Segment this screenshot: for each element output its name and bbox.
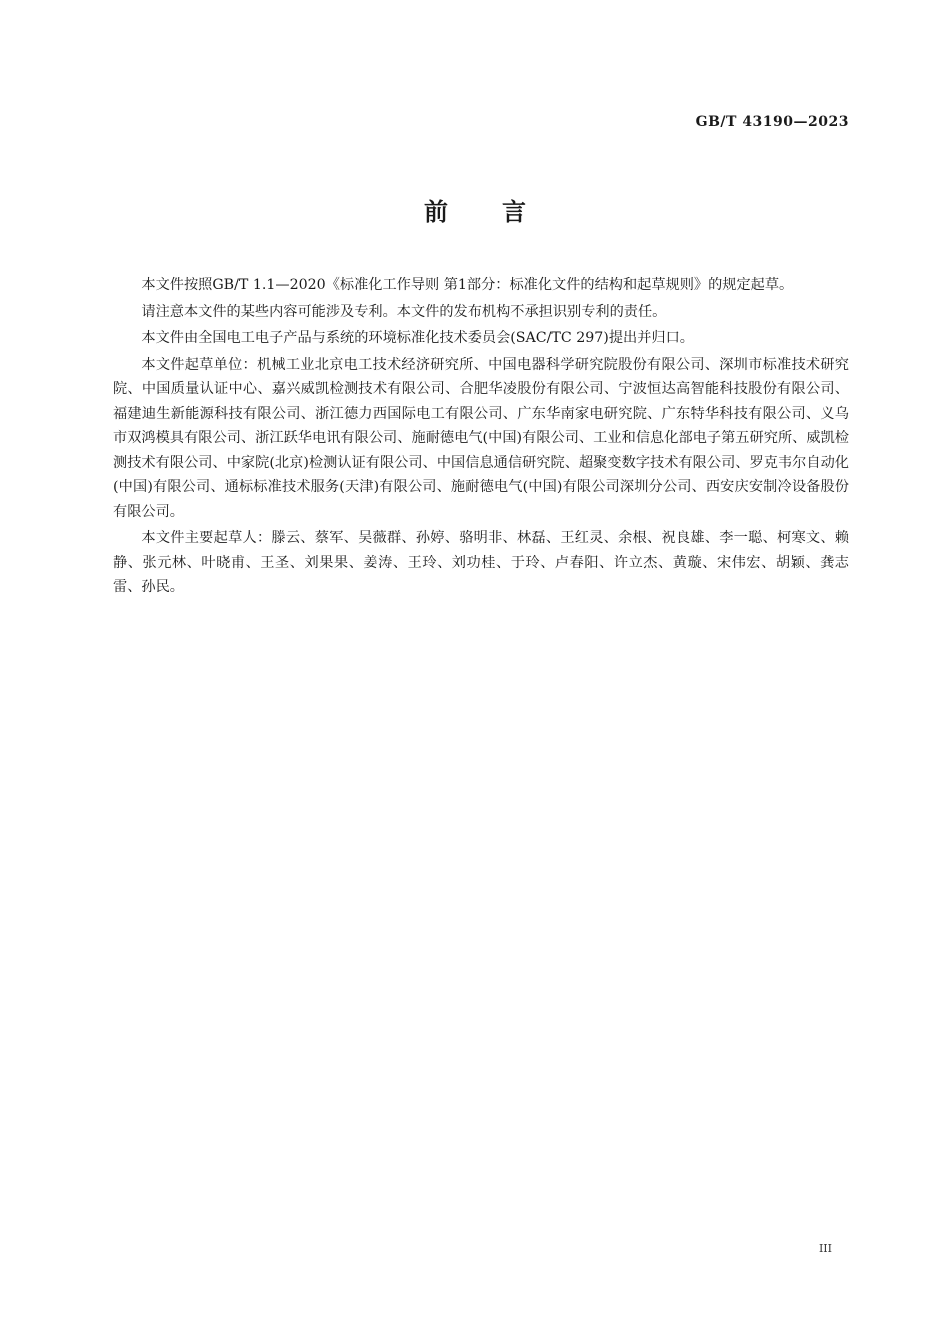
- page-title: 前言: [424, 198, 580, 226]
- paragraph-drafters: 本文件主要起草人：滕云、蔡军、吴薇群、孙婷、骆明非、林磊、王红灵、余根、祝良雄、李一聪、柯寒文、赖静、张元林、叶晓甫、王圣、刘果果、姜涛、王玲、刘功桂、于玲、卢春阳、许立杰、黄璇、宋伟宏、胡颖、龚志雷、孙民。: [113, 530, 849, 595]
- paragraph-committee: 本文件由全国电工电子产品与系统的环境标准化技术委员会(SAC/TC 297)提出并归口。: [141, 330, 694, 346]
- paragraph-patent-notice: 请注意本文件的某些内容可能涉及专利。本文件的发布机构不承担识别专利的责任。: [141, 303, 667, 320]
- page-number: III: [818, 1242, 832, 1255]
- paragraph-drafting-units: 本文件起草单位：机械工业北京电工技术经济研究所、中国电器科学研究院股份有限公司、深圳市标准技术研究院、中国质量认证中心、嘉兴威凯检测技术有限公司、合肥华凌股份有限公司、宁波恒达高智能科技股份有限公司、福建迪生新能源科技有限公司、浙江德力西国际电工有限公司、广东华南家电研究院、广东特华科技有限公司、义乌市双鸿模具有限公司、浙江跃华电讯有限公司、施耐德电气(中国)有限公司、工业和信息化部电子第五研究所、威凯检测技术有限公司、中家院(北京)检测认证有限公司、中国信息通信研究院、超聚变数字技术有限公司、罗克韦尔自动化(中国)有限公司、通标标准技术服务(天津)有限公司、施耐德电气(中国)有限公司深圳分公司、西安庆安制冷设备股份有限公司。: [113, 356, 849, 520]
- standard-number: GB/T 43190—2023: [695, 114, 849, 130]
- foreword-body: [113, 273, 849, 602]
- paragraph-drafting-rules: 本文件按照GB/T 1.1—2020《标准化工作导则 第1部分：标准化文件的结构和起草规则》的规定起草。: [141, 277, 794, 293]
